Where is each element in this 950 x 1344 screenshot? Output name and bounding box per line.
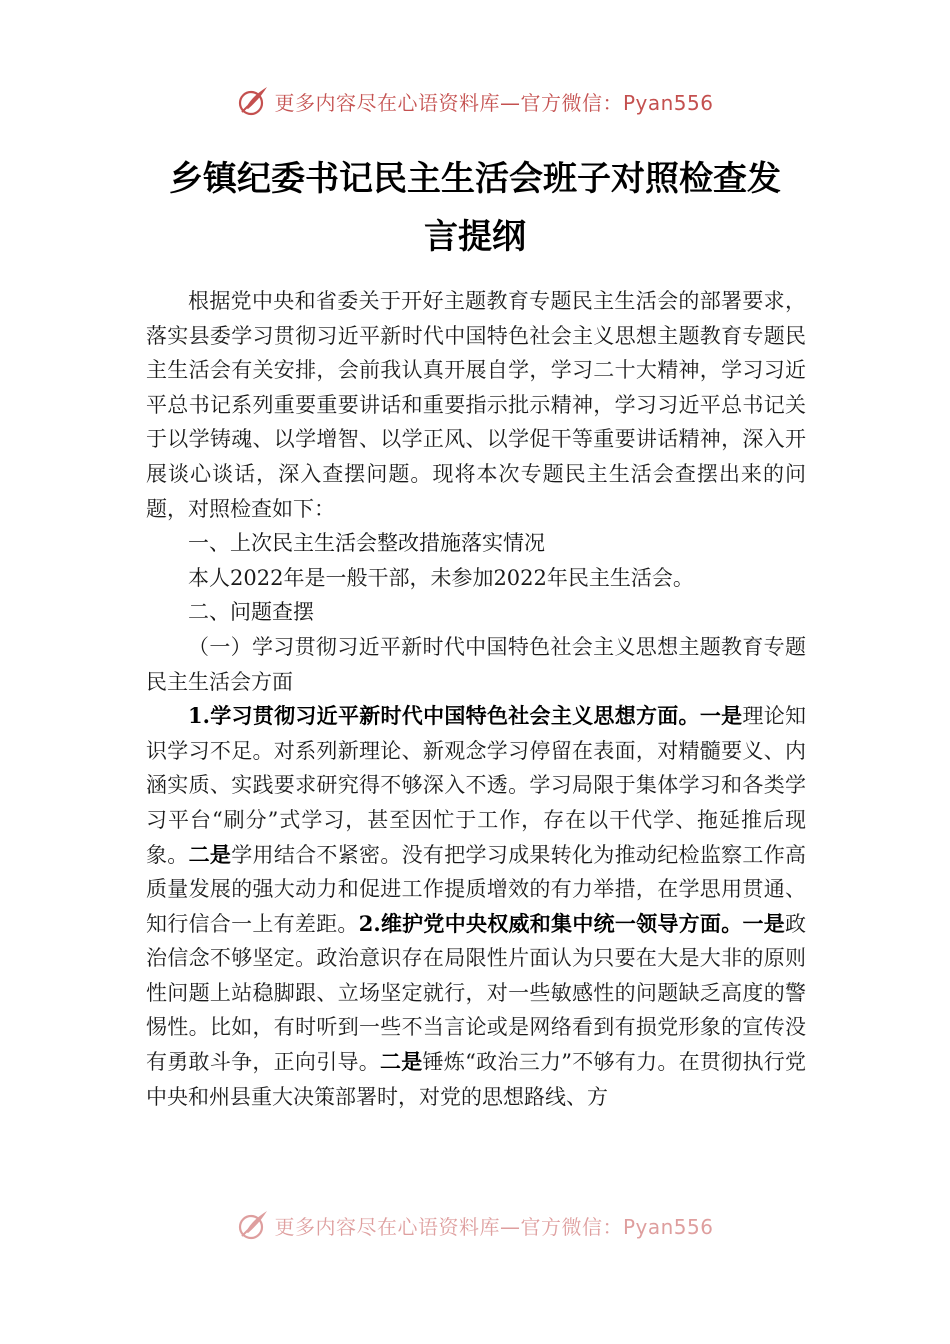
quill-pen-icon: [236, 84, 270, 118]
document-body: [146, 284, 806, 1114]
subsection-1-heading: （一）学习贯彻习近平新时代中国特色社会主义思想主题教育专题民主生活会方面: [146, 634, 806, 694]
title-line-1: 乡镇纪委书记民主生活会班子对照检查发: [169, 159, 781, 199]
section-1-text: 本人2022年是一般干部，未参加2022年民主生活会。: [188, 565, 694, 590]
quill-pen-icon: [236, 1208, 270, 1242]
item-2-point-1-label: 一是: [742, 910, 786, 936]
item-2-point-2-label: 二是: [380, 1049, 423, 1075]
section-1-heading: 一、上次民主生活会整改措施落实情况: [188, 531, 545, 556]
item-1-point-2-label: 二是: [188, 841, 232, 867]
item-1-point-1-text: 理论知识学习不足。对系列新理论、新观念学习停留在表面，对精髓要义、内涵实质、实践要求研究得不够深入不透。学习局限于集体学习和各类学习平台“刷分”式学习，甚至因忙于工作，存在以干代学、拖延推后现象。: [146, 704, 807, 867]
item-2-point-1-text: 政治信念不够坚定。政治意识存在局限性片面认为只要在大是大非的原则性问题上站稳脚跟、立场坚定就行，对一些敏感性的问题缺乏高度的警惕性。比如，有时听到一些不当言论或是网络看到有损党形象的宣传没有勇敢斗争，正向引导。: [146, 911, 807, 1075]
item-1-point-1-label: 一是: [699, 703, 743, 729]
item-2-point-2-text: 锤炼“政治三力”不够有力。在贯彻执行党中央和州县重大决策部署时，对党的思想路线、方: [146, 1050, 807, 1109]
watermark-header: [0, 84, 950, 118]
item-1-point-2-text: 学用结合不紧密。没有把学习成果转化为推动纪检监察工作高质量发展的强大动力和促进工作提质增效的有力举措，在学思用贯通、知行信合一上有差距。: [146, 842, 807, 936]
item-paragraph: [146, 699, 806, 1114]
watermark-text: 更多内容尽在心语资料库—官方微信：Pyan556: [274, 1214, 714, 1239]
item-1-title: 1.学习贯彻习近平新时代中国特色社会主义思想方面。: [188, 703, 700, 729]
intro-paragraph: 根据党中央和省委关于开好主题教育专题民主生活会的部署要求，落实县委学习贯彻习近平新时代中国特色社会主义思想主题教育专题民主生活会有关安排，会前我认真开展自学，学习二十大精神，学习习近平总书记系列重要重要讲话和重要指示批示精神，学习习近平总书记关于以学铸魂、以学增智、以学正风、以学促干等重要讲话精神，深入开展谈心谈话，深入查摆问题。现将本次专题民主生活会查摆出来的问题，对照检查如下：: [146, 289, 806, 521]
watermark-footer: [0, 1208, 950, 1242]
title-line-2: 言提纲: [424, 217, 526, 257]
watermark-text: 更多内容尽在心语资料库—官方微信：Pyan556: [274, 90, 714, 115]
document-title: [140, 150, 810, 266]
item-2-title: 2.维护党中央权威和集中统一领导方面。: [358, 910, 743, 936]
section-2-heading: 二、问题查摆: [188, 600, 314, 625]
